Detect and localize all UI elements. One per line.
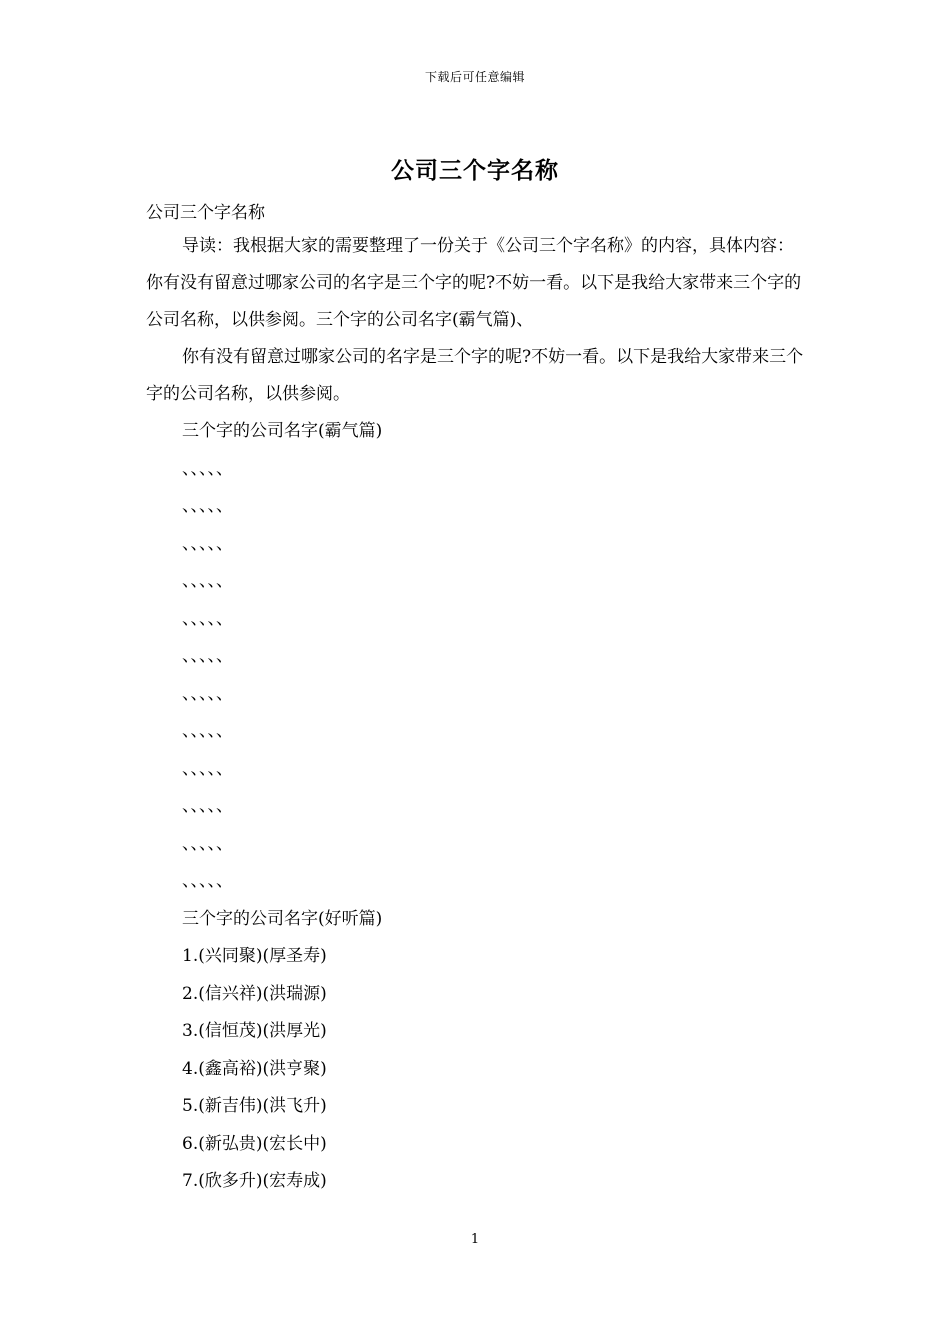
dot-line: 、、、、、 xyxy=(182,796,233,816)
dot-line: 、、、、、 xyxy=(182,833,233,854)
dot-line: 、、、、、 xyxy=(182,683,233,704)
name-list-item: 1.(兴同聚)(厚圣寿) xyxy=(182,946,327,966)
header-note: 下载后可任意编辑 xyxy=(424,70,525,84)
dot-line: 、、、、、 xyxy=(182,533,233,554)
intro-paragraph: 导读：我根据大家的需要整理了一份关于《公司三个字名称》的内容，具体内容：你有没有留意过哪家公司的名字是三个字的呢?不妨一看。以下是我给大家带来三个字的公司名称，以供参阅。三个字的公司名字(霸气篇)、 xyxy=(146,236,802,330)
section-heading-domineering: 三个字的公司名字(霸气篇) xyxy=(182,421,383,441)
name-list-item: 7.(欣多升)(宏寿成) xyxy=(182,1171,327,1191)
dot-line: 、、、、、 xyxy=(182,571,233,591)
document-body xyxy=(146,198,808,1201)
dot-line: 、、、、、 xyxy=(182,871,233,891)
dot-line: 、、、、、 xyxy=(182,758,233,779)
document-subtitle: 公司三个字名称 xyxy=(146,203,265,223)
dot-line: 、、、、、 xyxy=(182,721,233,741)
dot-line: 、、、、、 xyxy=(182,496,233,516)
section-heading-pleasant: 三个字的公司名字(好听篇) xyxy=(182,908,383,929)
name-list-item: 6.(新弘贵)(宏长中) xyxy=(182,1133,327,1154)
page-number: 1 xyxy=(470,1232,480,1247)
name-list-item: 3.(信恒茂)(洪厚光) xyxy=(182,1021,327,1041)
dot-line: 、、、、、 xyxy=(182,608,233,629)
dot-line: 、、、、、 xyxy=(182,458,233,479)
summary-paragraph: 你有没有留意过哪家公司的名字是三个字的呢?不妨一看。以下是我给大家带来三个字的公司名称，以供参阅。 xyxy=(146,347,804,404)
name-list-item: 4.(鑫高裕)(洪亨聚) xyxy=(182,1058,327,1079)
name-list-item: 5.(新吉伟)(洪飞升) xyxy=(182,1096,327,1116)
name-list-item: 2.(信兴祥)(洪瑞源) xyxy=(182,983,327,1004)
document-title: 公司三个字名称 xyxy=(391,158,559,184)
dot-line: 、、、、、 xyxy=(182,646,233,666)
